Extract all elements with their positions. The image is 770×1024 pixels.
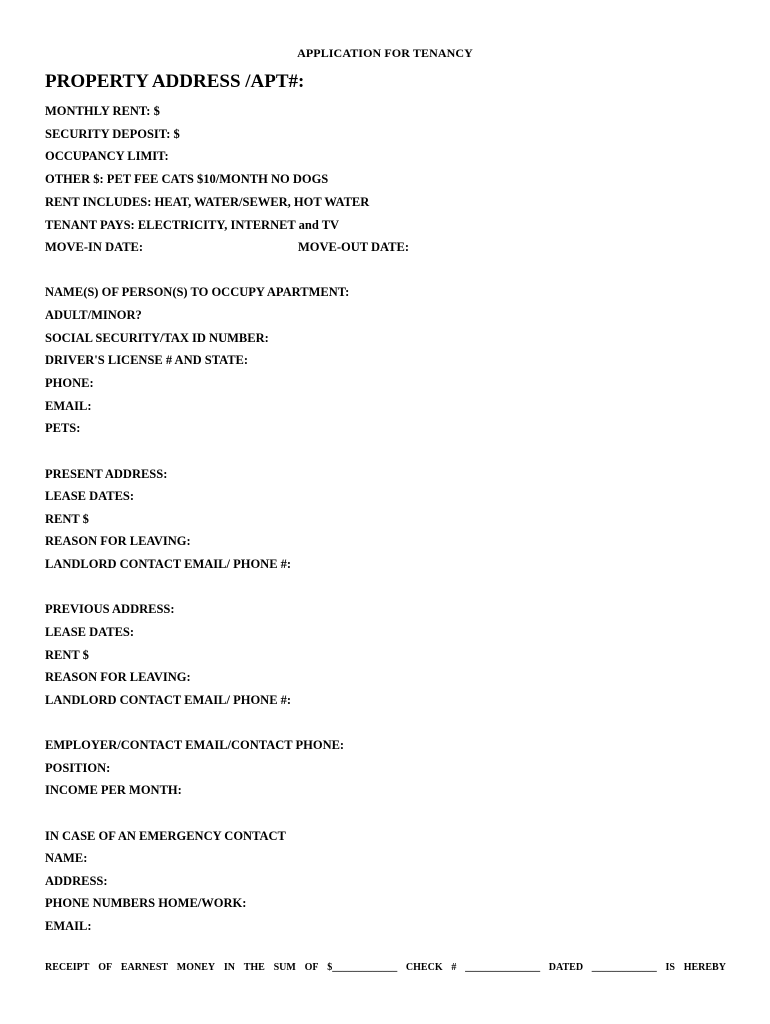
receipt-word: DATED: [548, 962, 584, 973]
receipt-word: IS: [665, 962, 675, 973]
receipt-word: SUM: [273, 962, 296, 973]
pets-label: PETS:: [45, 421, 81, 435]
tenant-pays-label: TENANT PAYS: ELECTRICITY, INTERNET and TV: [45, 218, 340, 232]
drivers-license-label: DRIVER'S LICENSE # AND STATE:: [45, 353, 249, 367]
emergency-address-label: ADDRESS:: [45, 874, 108, 888]
property-address-heading: PROPERTY ADDRESS /APT#:: [45, 71, 305, 92]
document-title: APPLICATION FOR TENANCY: [297, 46, 473, 60]
move-in-date-label: MOVE-IN DATE:: [45, 240, 144, 254]
other-fees-label: OTHER $: PET FEE CATS $10/MONTH NO DOGS: [45, 172, 329, 186]
receipt-word: OF: [304, 962, 319, 973]
security-deposit-label: SECURITY DEPOSIT: $: [45, 127, 180, 141]
receipt-date-blank: _____________: [591, 962, 657, 973]
phone-label: PHONE:: [45, 376, 94, 390]
previous-address-label: PREVIOUS ADDRESS:: [45, 602, 175, 616]
present-address-label: PRESENT ADDRESS:: [45, 467, 168, 481]
receipt-word: #: [451, 962, 457, 973]
receipt-word: OF: [98, 962, 113, 973]
ssn-label: SOCIAL SECURITY/TAX ID NUMBER:: [45, 331, 269, 345]
receipt-word: EARNEST: [120, 962, 169, 973]
occupancy-limit-label: OCCUPANCY LIMIT:: [45, 149, 169, 163]
previous-rent-label: RENT $: [45, 648, 89, 662]
receipt-word: IN: [223, 962, 235, 973]
emergency-name-label: NAME:: [45, 851, 88, 865]
previous-landlord-contact-label: LANDLORD CONTACT EMAIL/ PHONE #:: [45, 693, 292, 707]
receipt-word: THE: [243, 962, 265, 973]
receipt-word: MONEY: [176, 962, 216, 973]
receipt-check-blank: _______________: [465, 962, 541, 973]
emergency-phones-label: PHONE NUMBERS HOME/WORK:: [45, 896, 247, 910]
receipt-word: CHECK: [405, 962, 443, 973]
email-label: EMAIL:: [45, 399, 92, 413]
rent-includes-label: RENT INCLUDES: HEAT, WATER/SEWER, HOT WATER: [45, 195, 370, 209]
present-rent-label: RENT $: [45, 512, 89, 526]
earnest-money-receipt: [45, 962, 726, 973]
employer-label: EMPLOYER/CONTACT EMAIL/CONTACT PHONE:: [45, 738, 345, 752]
emergency-email-label: EMAIL:: [45, 919, 92, 933]
occupant-names-label: NAME(S) OF PERSON(S) TO OCCUPY APARTMENT:: [45, 285, 350, 299]
present-reason-label: REASON FOR LEAVING:: [45, 534, 191, 548]
receipt-word: HEREBY: [683, 962, 726, 973]
position-label: POSITION:: [45, 761, 111, 775]
emergency-contact-heading: IN CASE OF AN EMERGENCY CONTACT: [45, 829, 286, 843]
previous-lease-dates-label: LEASE DATES:: [45, 625, 135, 639]
income-label: INCOME PER MONTH:: [45, 783, 182, 797]
present-landlord-contact-label: LANDLORD CONTACT EMAIL/ PHONE #:: [45, 557, 292, 571]
move-out-date-label: MOVE-OUT DATE:: [298, 240, 409, 254]
present-lease-dates-label: LEASE DATES:: [45, 489, 135, 503]
receipt-sum-blank: $_____________: [327, 962, 398, 973]
receipt-word: RECEIPT: [45, 962, 90, 973]
adult-minor-label: ADULT/MINOR?: [45, 308, 142, 322]
monthly-rent-label: MONTHLY RENT: $: [45, 104, 160, 118]
previous-reason-label: REASON FOR LEAVING:: [45, 670, 191, 684]
